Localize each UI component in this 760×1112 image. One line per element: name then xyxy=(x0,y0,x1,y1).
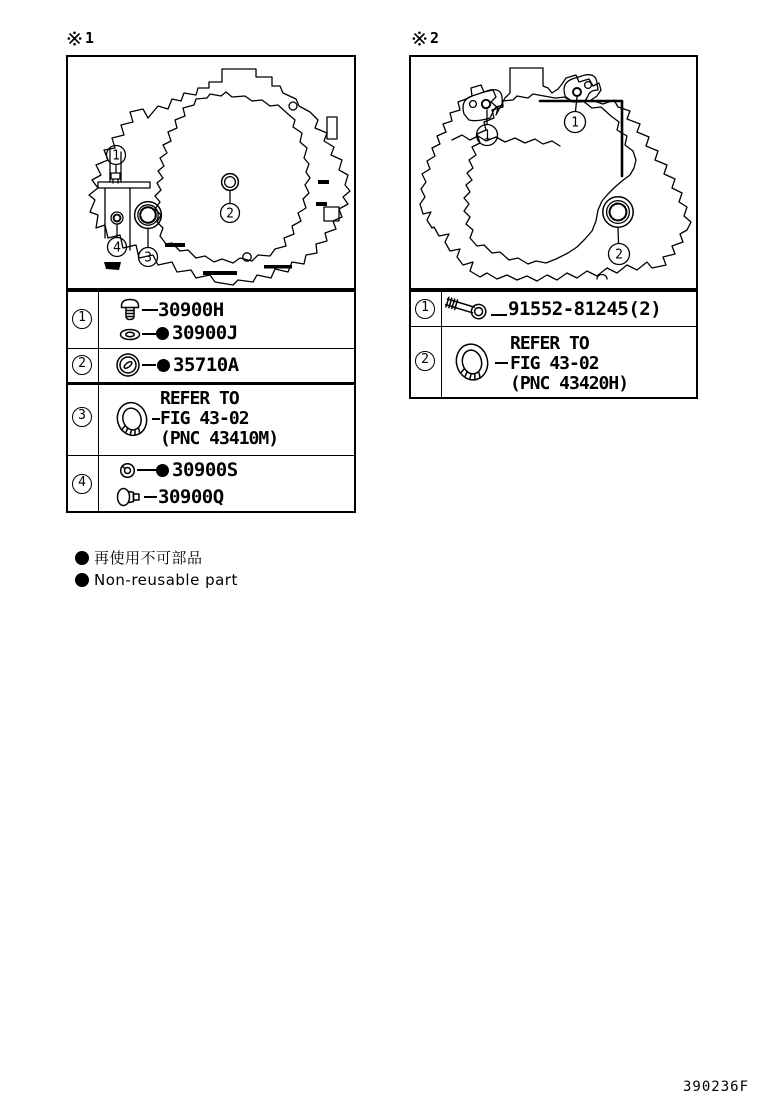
plug-icon xyxy=(116,487,143,507)
bolt-icon xyxy=(445,294,493,324)
svg-text:2: 2 xyxy=(226,206,234,222)
leader-line xyxy=(142,333,156,335)
table1-row-divider-1 xyxy=(68,348,354,349)
figure2-transaxle-drawing xyxy=(411,57,696,288)
table1-row2-callout-number: 2 xyxy=(72,355,92,375)
legend-japanese: 再使用不可部品 xyxy=(94,549,203,567)
leader-line xyxy=(144,496,157,498)
table2-row2-callout-number: 2 xyxy=(415,351,435,371)
table1-row1-callout-number: 1 xyxy=(72,309,92,329)
part-number[interactable]: 91552-81245(2) xyxy=(508,298,662,320)
part-number[interactable]: 35710A xyxy=(173,354,239,376)
figure2-callout-2 xyxy=(609,228,630,265)
part-number[interactable]: 30900S xyxy=(172,459,238,481)
figure2-ref-label xyxy=(412,30,439,47)
svg-text:2: 2 xyxy=(615,247,623,263)
non-reusable-bullet-icon xyxy=(156,464,169,477)
figure2-ref-number: 2 xyxy=(430,29,440,47)
svg-text:1: 1 xyxy=(483,128,491,144)
leader-line xyxy=(495,362,508,364)
table2-column-divider xyxy=(441,292,442,397)
oil-seal-icon xyxy=(112,397,152,441)
drawing-code: 390236F xyxy=(683,1079,750,1095)
svg-text:4: 4 xyxy=(113,240,121,256)
leader-line xyxy=(142,309,158,311)
leader-line xyxy=(491,314,507,316)
figure1-ref-number: 1 xyxy=(85,29,95,47)
non-reusable-bullet-icon xyxy=(75,551,89,565)
svg-text:3: 3 xyxy=(144,250,152,266)
grommet-icon xyxy=(115,352,141,378)
part-number[interactable]: 30900H xyxy=(158,299,224,321)
reference-mark-icon xyxy=(412,31,427,46)
figure1-callout-2 xyxy=(221,191,240,223)
svg-text:1: 1 xyxy=(571,115,579,131)
figure1-ref-label xyxy=(67,30,94,47)
oil-seal-icon xyxy=(451,338,493,386)
part-number[interactable]: 30900Q xyxy=(158,486,224,508)
refer-to-line[interactable]: FIG 43-02 xyxy=(160,408,249,429)
leader-line xyxy=(142,364,156,366)
nut-icon xyxy=(119,462,136,479)
figure2-box xyxy=(409,55,698,290)
table1-row-divider-3 xyxy=(68,455,354,456)
figure1-box xyxy=(66,55,356,290)
legend-english: Non-reusable part xyxy=(94,571,238,589)
table1-column-divider xyxy=(98,292,99,511)
leader-line xyxy=(137,469,156,471)
leader-line xyxy=(152,418,160,420)
non-reusable-bullet-icon xyxy=(75,573,89,587)
table2-row-divider-1 xyxy=(411,326,696,327)
table1-row-divider-2-thick xyxy=(68,382,354,385)
non-reusable-bullet-icon xyxy=(157,359,170,372)
refer-to-line[interactable]: REFER TO xyxy=(510,333,589,354)
non-reusable-bullet-icon xyxy=(156,327,169,340)
refer-to-line[interactable]: REFER TO xyxy=(160,388,239,409)
figure1-callout-3 xyxy=(139,229,158,267)
refer-to-line[interactable]: (PNC 43420H) xyxy=(510,373,629,394)
drain-plug-icon xyxy=(118,297,142,323)
refer-to-line[interactable]: FIG 43-02 xyxy=(510,353,599,374)
washer-icon xyxy=(119,328,141,341)
table1-row4-callout-number: 4 xyxy=(72,474,92,494)
part-number[interactable]: 30900J xyxy=(172,322,238,344)
svg-text:1: 1 xyxy=(112,148,120,164)
parts-table-2 xyxy=(409,290,698,399)
figure1-callout-4 xyxy=(108,225,127,257)
figure1-transaxle-drawing xyxy=(68,57,354,288)
table1-row3-callout-number: 3 xyxy=(72,407,92,427)
refer-to-line[interactable]: (PNC 43410M) xyxy=(160,428,279,449)
parts-table-1 xyxy=(66,290,356,513)
table2-row1-callout-number: 1 xyxy=(415,299,435,319)
reference-mark-icon xyxy=(67,31,82,46)
